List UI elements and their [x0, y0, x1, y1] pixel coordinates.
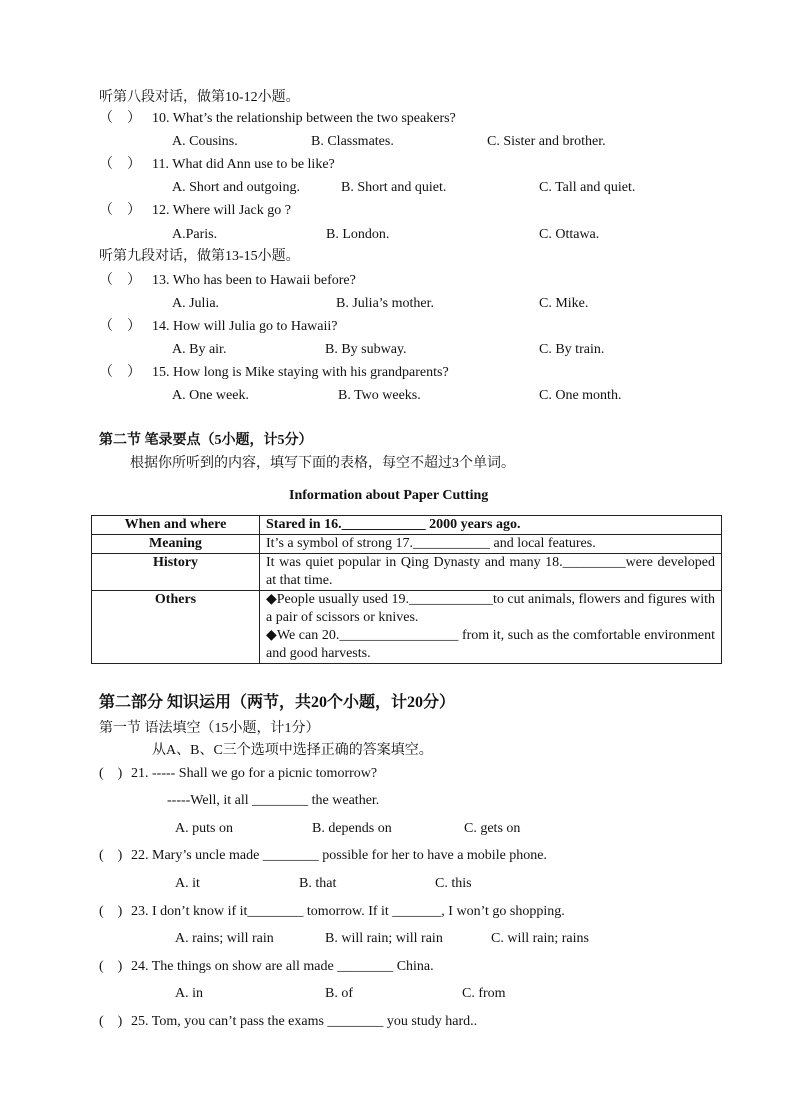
q23-stem: 23. I don’t know if it________ tomorrow. If it _______, I won’t go shopping. [131, 904, 565, 919]
q14-option-c[interactable]: C. By train. [539, 342, 605, 357]
q13-stem: 13. Who has been to Hawaii before? [152, 273, 356, 288]
q15-option-a[interactable]: A. One week. [172, 388, 249, 403]
dialogue9-title: 听第九段对话，做第13-15小题。 [99, 249, 300, 264]
q13-option-b[interactable]: B. Julia’s mother. [336, 296, 434, 311]
q21-option-b[interactable]: B. depends on [312, 821, 392, 836]
q23-paren[interactable]: ( ) [99, 904, 123, 919]
paper-cutting-table [91, 515, 722, 664]
q14-paren[interactable]: （ ） [99, 319, 141, 334]
q11-option-a[interactable]: A. Short and outgoing. [172, 180, 300, 195]
q24-option-a[interactable]: A. in [175, 986, 203, 1001]
q23-option-a[interactable]: A. rains; will rain [175, 931, 274, 946]
q13-paren[interactable]: （ ） [99, 273, 141, 288]
q10-option-c[interactable]: C. Sister and brother. [487, 134, 606, 149]
q22-stem: 22. Mary’s uncle made ________ possible for her to have a mobile phone. [131, 848, 548, 863]
q15-option-c[interactable]: C. One month. [539, 388, 622, 403]
q22-option-a[interactable]: A. it [175, 876, 200, 891]
q25-stem: 25. Tom, you can’t pass the exams ________ you study hard.. [131, 1014, 478, 1029]
table-title: Information about Paper Cutting [289, 488, 489, 503]
table-key-meaning: Meaning [92, 535, 260, 554]
blank-20-item[interactable]: ◆We can 20._________________ from it, such as the comfortable environment and good harvests. [266, 628, 715, 661]
q21-option-a[interactable]: A. puts on [175, 821, 233, 836]
q25-paren[interactable]: ( ) [99, 1014, 123, 1029]
blank-16-cell[interactable]: Stared in 16.____________ 2000 years ago. [260, 516, 722, 535]
q12-option-a[interactable]: A.Paris. [172, 227, 218, 242]
q10-stem: 10. What’s the relationship between the two speakers? [152, 111, 456, 126]
q21-paren[interactable]: ( ) [99, 766, 123, 781]
q12-option-c[interactable]: C. Ottawa. [539, 227, 600, 242]
q12-option-b[interactable]: B. London. [326, 227, 390, 242]
blank-18-cell[interactable]: It was quiet popular in Qing Dynasty and many 18._________were developed at that time. [260, 554, 722, 591]
table-key-history: History [92, 554, 260, 591]
others-cell [260, 591, 722, 664]
q10-option-a[interactable]: A. Cousins. [172, 134, 238, 149]
blank-19-item[interactable]: ◆People usually used 19.____________to cut animals, flowers and figures with a pair of scissors or knives. [266, 592, 715, 625]
q14-stem: 14. How will Julia go to Hawaii? [152, 319, 338, 334]
q15-paren[interactable]: （ ） [99, 365, 141, 380]
section2-instruction: 根据你所听到的内容，填写下面的表格，每空不超过3个单词。 [130, 456, 515, 471]
q21-option-c[interactable]: C. gets on [464, 821, 521, 836]
part2-instruction: 从A、B、C三个选项中选择正确的答案填空。 [152, 743, 433, 758]
q24-stem: 24. The things on show are all made ________ China. [131, 959, 434, 974]
q11-option-b[interactable]: B. Short and quiet. [341, 180, 447, 195]
dialogue8-title: 听第八段对话，做第10-12小题。 [99, 90, 300, 105]
q21-line2: -----Well, it all ________ the weather. [167, 793, 380, 808]
table-row [92, 535, 722, 554]
q14-option-a[interactable]: A. By air. [172, 342, 227, 357]
q15-option-b[interactable]: B. Two weeks. [338, 388, 421, 403]
table-row [92, 554, 722, 591]
q21-stem: 21. ----- Shall we go for a picnic tomorrow? [131, 766, 378, 781]
part2-subtitle: 第一节 语法填空（15小题，计1分） [99, 721, 320, 736]
q24-option-c[interactable]: C. from [462, 986, 506, 1001]
table-key-others: Others [92, 591, 260, 664]
section2-title: 第二节 笔录要点（5小题，计5分） [99, 433, 313, 448]
q11-paren[interactable]: （ ） [99, 157, 141, 172]
q24-paren[interactable]: ( ) [99, 959, 123, 974]
q12-paren[interactable]: （ ） [99, 203, 141, 218]
q13-option-c[interactable]: C. Mike. [539, 296, 589, 311]
q11-option-c[interactable]: C. Tall and quiet. [539, 180, 636, 195]
q23-option-c[interactable]: C. will rain; rains [491, 931, 589, 946]
q22-paren[interactable]: ( ) [99, 848, 123, 863]
part2-title: 第二部分 知识运用（两节，共20个小题，计20分） [99, 694, 456, 711]
table-key-when-where: When and where [92, 516, 260, 535]
q23-option-b[interactable]: B. will rain; will rain [325, 931, 443, 946]
q10-paren[interactable]: （ ） [99, 111, 141, 126]
q10-option-b[interactable]: B. Classmates. [311, 134, 394, 149]
q13-option-a[interactable]: A. Julia. [172, 296, 220, 311]
q24-option-b[interactable]: B. of [325, 986, 353, 1001]
table-row [92, 516, 722, 535]
q12-stem: 12. Where will Jack go ? [152, 203, 291, 218]
q22-option-c[interactable]: C. this [435, 876, 472, 891]
q15-stem: 15. How long is Mike staying with his grandparents? [152, 365, 449, 380]
blank-17-cell[interactable]: It’s a symbol of strong 17.___________ and local features. [260, 535, 722, 554]
q14-option-b[interactable]: B. By subway. [325, 342, 407, 357]
q22-option-b[interactable]: B. that [299, 876, 337, 891]
q11-stem: 11. What did Ann use to be like? [152, 157, 335, 172]
table-row [92, 591, 722, 664]
